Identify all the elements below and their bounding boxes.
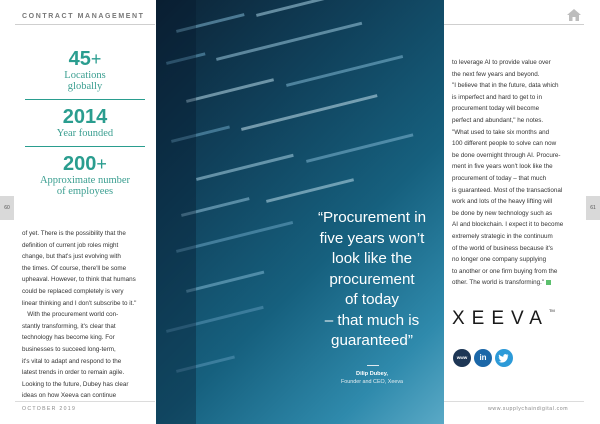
stat-locations-label-1: Locations [64, 70, 106, 81]
home-icon[interactable] [566, 8, 582, 22]
footer-divider-right [444, 401, 584, 402]
text-line: procurement today will become [452, 105, 540, 113]
text-line: businesses to succeed long-term, [22, 345, 116, 353]
text-line: of yet. There is the possibility that the [22, 230, 126, 237]
stat-employees-number: 200+ [63, 153, 107, 175]
text-line: work and lots of the heavy lifting will [452, 198, 553, 206]
stat-founded-number: 2014 [62, 106, 108, 128]
text-line: stantly transforming, it's clear that [22, 322, 116, 330]
text-line: change, but that's just evolving with [22, 253, 121, 261]
stat-founded-label: Year founded [56, 128, 114, 139]
text-line: to another or one firm buying from the [452, 267, 558, 275]
quote-line: “Procurement in [317, 209, 427, 226]
text-line: latest trends in order to remain agile. [22, 369, 125, 377]
quote-line: of today [344, 291, 400, 308]
twitter-icon[interactable] [495, 349, 513, 367]
text-line: other. The world is transforming." [452, 277, 580, 289]
website-icon[interactable]: www [453, 349, 471, 367]
text-line: is imperfect and hard to get to in [452, 93, 542, 101]
quote-line: guaranteed” [331, 332, 413, 349]
text-line: "I believe that in the future, data which [452, 82, 559, 90]
footer-divider-left [15, 401, 155, 402]
stat-divider [25, 99, 145, 100]
body-text-left [22, 228, 150, 402]
text-line: AI and blockchain. I expect it to become [452, 221, 564, 229]
text-line: extremely strategic in the continuum [452, 232, 553, 240]
twitter-bird-icon [495, 349, 513, 367]
text-line: ideas on how Xeeva can continue [22, 392, 117, 400]
stat-locations-number: 45+ [68, 48, 102, 70]
stat-employees-label-1: Approximate number [39, 175, 131, 186]
text-line: procurement of today – that much [452, 174, 547, 182]
pull-quote [300, 208, 444, 352]
text-line: "What used to take six months and [452, 128, 550, 136]
stat-divider [25, 146, 145, 147]
xeeva-logo[interactable]: XEEVA™ [452, 308, 555, 329]
text-line: to leverage AI to provide value over [452, 59, 551, 66]
text-line: definition of current job roles might [22, 241, 119, 249]
page-number-right: 61 [586, 196, 600, 220]
quote-line: procurement [329, 270, 415, 288]
text-line: perfect and abundant," he notes. [452, 116, 544, 124]
text-line: 100 different people to solve can now [452, 140, 557, 148]
text-line: it's vital to adapt and respond to the [22, 357, 122, 365]
text-line: upheaval. However, to think that humans [22, 276, 136, 284]
header-divider [15, 24, 155, 25]
end-mark-icon [546, 280, 551, 285]
text-line: With the procurement world con- [22, 311, 119, 319]
body-text-right [452, 57, 580, 289]
section-label: CONTRACT MANAGEMENT [22, 13, 145, 20]
quote-divider [367, 365, 379, 366]
text-line: linear thinking and I don't subscribe to it." [22, 299, 137, 307]
linkedin-icon[interactable]: in [474, 349, 492, 367]
stat-employees-label-2: of employees [56, 186, 114, 197]
quote-line: – that much is [324, 311, 420, 329]
stat-locations-label-2: globally [67, 81, 103, 92]
text-line: Looking to the future, Dubey has clear [22, 380, 129, 388]
page-number-left: 60 [0, 196, 14, 220]
text-line: of the world of business because it's [452, 244, 553, 252]
footer-website-link[interactable]: www.supplychaindigital.com [488, 406, 569, 412]
text-line: could be replaced completely is very [22, 287, 124, 295]
text-line: ment in five years won't look like the [452, 163, 553, 171]
text-line: is guaranteed. Most of the transactional [452, 186, 563, 194]
header-divider-right [444, 24, 584, 25]
text-line: be done overnight through AI. Procure- [452, 151, 561, 159]
text-line: the next few years and beyond. [452, 70, 540, 78]
quote-line: look like the [331, 250, 413, 267]
footer-issue-date: OCTOBER 2019 [22, 406, 77, 412]
quote-line: five years won’t [319, 229, 425, 247]
text-line: technology has become king. For [22, 334, 115, 342]
text-line: no longer one company supplying [452, 256, 547, 264]
text-line: be done by new technology such as [452, 209, 553, 217]
text-line: the times. Of course, there'll be some [22, 264, 127, 272]
quote-attribution-role: Founder and CEO, Xeeva [340, 379, 404, 385]
quote-attribution-name: Dilip Dubey, [356, 371, 388, 377]
key-stats [15, 48, 155, 197]
